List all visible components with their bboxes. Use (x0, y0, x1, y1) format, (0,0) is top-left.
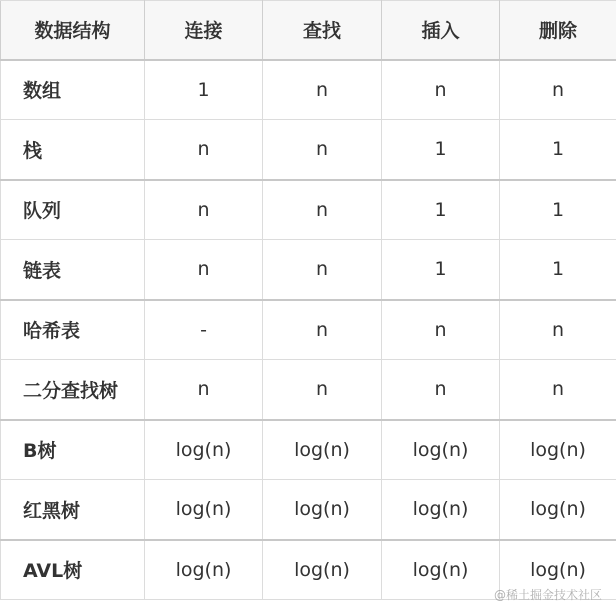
row-label: 链表 (1, 240, 145, 300)
cell-insert: 1 (382, 240, 500, 300)
cell-search: log(n) (263, 540, 382, 600)
row-label: 数组 (1, 60, 145, 120)
cell-search: n (263, 240, 382, 300)
header-row (1, 1, 616, 60)
cell-access: 1 (145, 60, 263, 120)
cell-delete: n (500, 60, 616, 120)
row-label: 队列 (1, 180, 145, 240)
cell-search: n (263, 300, 382, 360)
cell-delete: 1 (500, 180, 616, 240)
cell-search: log(n) (263, 480, 382, 540)
row-label: AVL树 (1, 540, 145, 600)
cell-delete: n (500, 360, 616, 420)
header-access: 连接 (145, 1, 263, 60)
cell-delete: 1 (500, 120, 616, 180)
cell-access: log(n) (145, 540, 263, 600)
cell-delete: n (500, 300, 616, 360)
table-row (1, 120, 616, 180)
header-insert: 插入 (382, 1, 500, 60)
table-row (1, 60, 616, 120)
cell-access: log(n) (145, 480, 263, 540)
cell-access: - (145, 300, 263, 360)
cell-delete: 1 (500, 240, 616, 300)
cell-insert: n (382, 360, 500, 420)
table-header (1, 1, 616, 60)
row-label: 栈 (1, 120, 145, 180)
cell-insert: 1 (382, 180, 500, 240)
table-row (1, 360, 616, 420)
table-row (1, 420, 616, 480)
table-row (1, 240, 616, 300)
cell-search: n (263, 180, 382, 240)
table-row (1, 180, 616, 240)
cell-insert: log(n) (382, 540, 500, 600)
cell-insert: log(n) (382, 480, 500, 540)
cell-access: n (145, 180, 263, 240)
table-row (1, 300, 616, 360)
table-body (1, 60, 616, 600)
cell-insert: 1 (382, 120, 500, 180)
watermark: @稀土掘金技术社区 (493, 588, 602, 602)
header-search: 查找 (263, 1, 382, 60)
row-label: 红黑树 (1, 480, 145, 540)
row-label: 哈希表 (1, 300, 145, 360)
cell-access: n (145, 360, 263, 420)
cell-access: n (145, 120, 263, 180)
row-label: B树 (1, 420, 145, 480)
cell-access: log(n) (145, 420, 263, 480)
cell-insert: n (382, 60, 500, 120)
cell-delete: log(n) (500, 420, 616, 480)
row-label: 二分查找树 (1, 360, 145, 420)
cell-search: n (263, 120, 382, 180)
cell-search: n (263, 60, 382, 120)
cell-insert: log(n) (382, 420, 500, 480)
cell-delete: log(n) (500, 540, 616, 600)
header-data-structure: 数据结构 (1, 1, 145, 60)
cell-delete: log(n) (500, 480, 616, 540)
header-delete: 删除 (500, 1, 616, 60)
cell-insert: n (382, 300, 500, 360)
cell-search: n (263, 360, 382, 420)
cell-search: log(n) (263, 420, 382, 480)
cell-access: n (145, 240, 263, 300)
table-row (1, 480, 616, 540)
